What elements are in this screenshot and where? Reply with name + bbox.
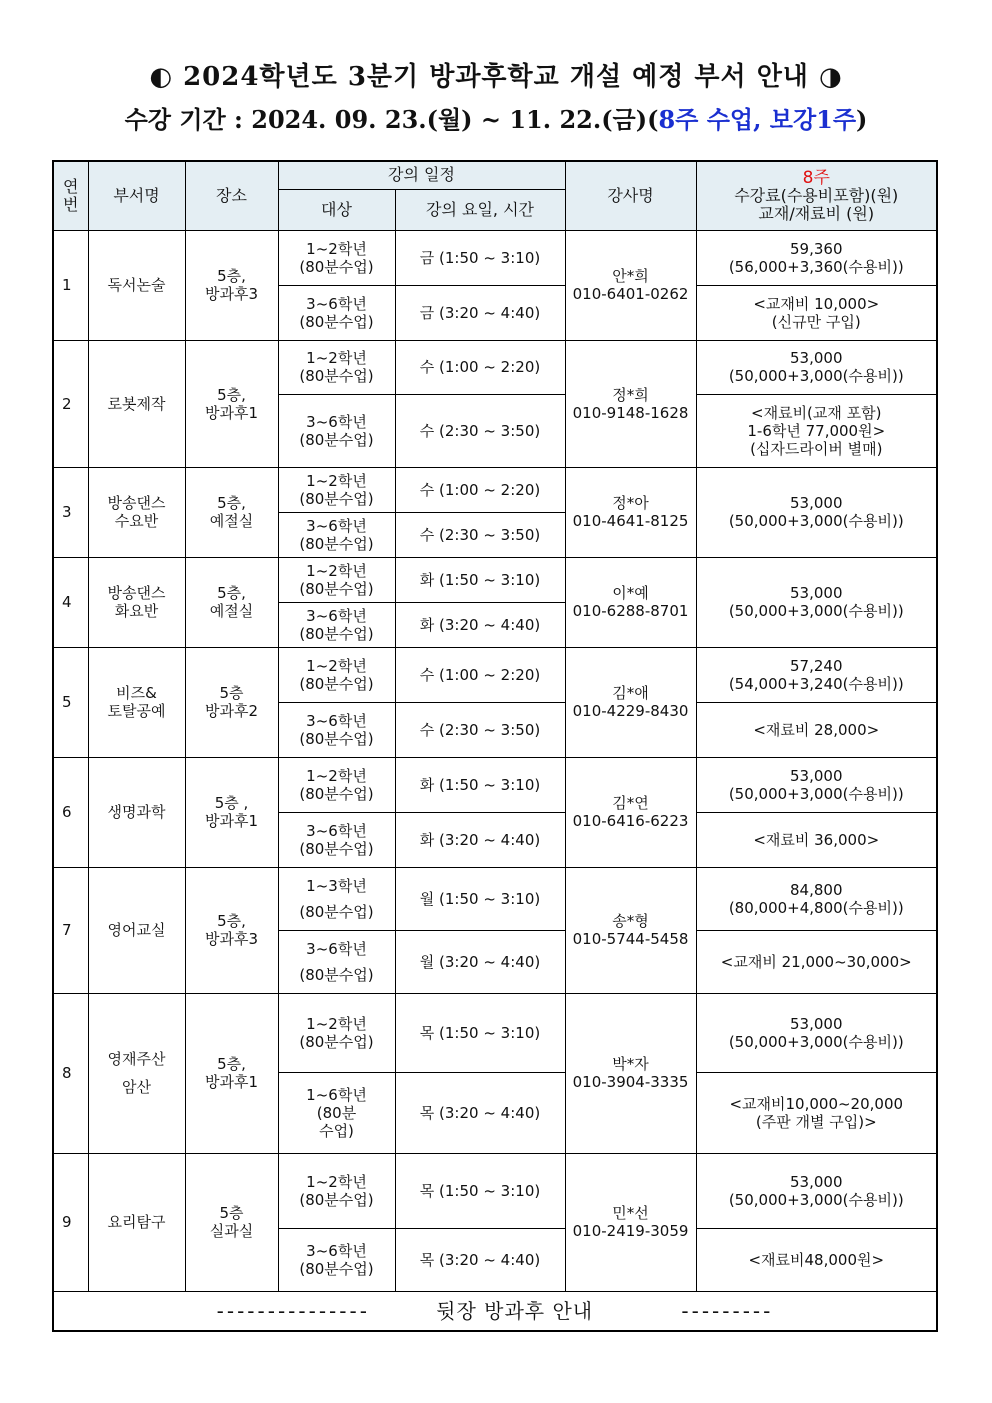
row-teacher: 이*예 010-6288-8701 (565, 557, 696, 647)
row-place: 5층, 방과후1 (185, 340, 278, 467)
row-time: 화 (1:50 ~ 3:10) (395, 757, 565, 812)
row-no: 4 (53, 557, 88, 647)
header-teacher: 강사명 (565, 161, 696, 230)
row-fee: 53,000 (50,000+3,000(수용비)) (696, 467, 937, 557)
row-dept: 독서논술 (88, 230, 185, 340)
header-schedule: 강의 일정 (278, 161, 565, 189)
period-label: 수강 기간 : 2024. 09. 23.(월) ~ 11. 22.(금)( (124, 105, 659, 134)
row-dept: 생명과학 (88, 757, 185, 867)
row-time: 화 (3:20 ~ 4:40) (395, 812, 565, 867)
row-fee: 53,000 (50,000+3,000(수용비)) (696, 993, 937, 1072)
row-target: 1~2학년 (80분수업) (278, 230, 395, 285)
table-row (53, 867, 937, 930)
table-row (53, 1153, 937, 1228)
table-row (53, 557, 937, 602)
header-dept: 부서명 (88, 161, 185, 230)
row-no: 3 (53, 467, 88, 557)
row-time: 화 (1:50 ~ 3:10) (395, 557, 565, 602)
footer-row (53, 1291, 937, 1331)
row-target: 1~6학년 (80분 수업) (278, 1072, 395, 1153)
row-place: 5층, 방과후1 (185, 993, 278, 1153)
row-target: 3~6학년 (80분수업) (278, 394, 395, 467)
row-target: 1~2학년 (80분수업) (278, 1153, 395, 1228)
row-target: 1~2학년 (80분수업) (278, 647, 395, 702)
row-target: 1~2학년 (80분수업) (278, 557, 395, 602)
row-dept: 요리탐구 (88, 1153, 185, 1291)
row-place: 5층 , 방과후1 (185, 757, 278, 867)
row-time: 금 (3:20 ~ 4:40) (395, 285, 565, 340)
row-time: 목 (3:20 ~ 4:40) (395, 1228, 565, 1291)
row-target: 1~2학년 (80분수업) (278, 340, 395, 394)
schedule-table (52, 160, 938, 1332)
table-row (53, 230, 937, 285)
period-close: ) (856, 105, 868, 134)
header-fee-label: 수강료(수용비포함)(원) 교재/재료비 (원) (734, 185, 899, 223)
header-fee-weeks: 8주 (802, 167, 830, 188)
row-target: 3~6학년 (80분수업) (278, 930, 395, 993)
period-note: 8주 수업, 보강1주 (658, 105, 857, 134)
row-time: 수 (2:30 ~ 3:50) (395, 394, 565, 467)
row-time: 수 (2:30 ~ 3:50) (395, 512, 565, 557)
row-teacher: 김*연 010-6416-6223 (565, 757, 696, 867)
row-no: 2 (53, 340, 88, 467)
row-target: 1~2학년 (80분수업) (278, 467, 395, 512)
header-target: 대상 (278, 189, 395, 230)
row-fee: 53,000 (50,000+3,000(수용비)) (696, 340, 937, 394)
row-dept: 영어교실 (88, 867, 185, 993)
row-place: 5층, 예절실 (185, 467, 278, 557)
row-dept: 방송댄스 화요반 (88, 557, 185, 647)
row-place: 5층 실과실 (185, 1153, 278, 1291)
row-no: 9 (53, 1153, 88, 1291)
row-target: 3~6학년 (80분수업) (278, 285, 395, 340)
row-place: 5층, 방과후3 (185, 230, 278, 340)
row-material: <재료비48,000원> (696, 1228, 937, 1291)
row-time: 금 (1:50 ~ 3:10) (395, 230, 565, 285)
row-material: <재료비 36,000> (696, 812, 937, 867)
row-place: 5층 방과후2 (185, 647, 278, 757)
table-row (53, 647, 937, 702)
row-material: <재료비(교재 포함) 1-6학년 77,000원> (십자드라이버 별매) (696, 394, 937, 467)
row-time: 수 (1:00 ~ 2:20) (395, 340, 565, 394)
row-time: 월 (1:50 ~ 3:10) (395, 867, 565, 930)
table-row (53, 757, 937, 812)
row-teacher: 정*희 010-9148-1628 (565, 340, 696, 467)
row-material: <교재비10,000~20,000 (주판 개별 구입)> (696, 1072, 937, 1153)
row-fee: 59,360 (56,000+3,360(수용비)) (696, 230, 937, 285)
row-time: 월 (3:20 ~ 4:40) (395, 930, 565, 993)
header-no: 연 번 (53, 161, 88, 230)
row-fee: 84,800 (80,000+4,800(수용비)) (696, 867, 937, 930)
table-row (53, 993, 937, 1072)
row-material: <교재비 21,000~30,000> (696, 930, 937, 993)
row-target: 1~3학년 (80분수업) (278, 867, 395, 930)
row-no: 5 (53, 647, 88, 757)
row-place: 5층, 예절실 (185, 557, 278, 647)
footer-text: 뒷장 방과후 안내 (436, 1298, 594, 1323)
header-place: 장소 (185, 161, 278, 230)
row-fee: 53,000 (50,000+3,000(수용비)) (696, 1153, 937, 1228)
row-target: 3~6학년 (80분수업) (278, 1228, 395, 1291)
row-dept: 로봇제작 (88, 340, 185, 467)
header-fee (696, 161, 937, 230)
row-target: 1~2학년 (80분수업) (278, 993, 395, 1072)
row-teacher: 안*희 010-6401-0262 (565, 230, 696, 340)
row-teacher: 박*자 010-3904-3335 (565, 993, 696, 1153)
row-time: 화 (3:20 ~ 4:40) (395, 602, 565, 647)
row-no: 7 (53, 867, 88, 993)
footer-left-dash: --------------- (216, 1298, 370, 1323)
row-target: 3~6학년 (80분수업) (278, 812, 395, 867)
row-teacher: 정*아 010-4641-8125 (565, 467, 696, 557)
row-time: 수 (1:00 ~ 2:20) (395, 467, 565, 512)
page-title: ◐ 2024학년도 3분기 방과후학교 개설 예정 부서 안내 ◑ (149, 62, 843, 92)
row-dept: 영재주산 암산 (88, 993, 185, 1153)
row-teacher: 송*형 010-5744-5458 (565, 867, 696, 993)
row-material: <재료비 28,000> (696, 702, 937, 757)
row-fee: 53,000 (50,000+3,000(수용비)) (696, 557, 937, 647)
course-period (0, 100, 992, 135)
row-time: 수 (2:30 ~ 3:50) (395, 702, 565, 757)
header-time: 강의 요일, 시간 (395, 189, 565, 230)
row-teacher: 김*애 010-4229-8430 (565, 647, 696, 757)
row-fee: 57,240 (54,000+3,240(수용비)) (696, 647, 937, 702)
row-place: 5층, 방과후3 (185, 867, 278, 993)
row-time: 목 (1:50 ~ 3:10) (395, 993, 565, 1072)
row-time: 수 (1:00 ~ 2:20) (395, 647, 565, 702)
table-row (53, 340, 937, 394)
row-no: 1 (53, 230, 88, 340)
footer-right-dash: --------- (681, 1298, 774, 1323)
row-dept: 비즈& 토탈공예 (88, 647, 185, 757)
row-target: 1~2학년 (80분수업) (278, 757, 395, 812)
row-material: <교재비 10,000> (신규만 구입) (696, 285, 937, 340)
row-target: 3~6학년 (80분수업) (278, 602, 395, 647)
row-dept: 방송댄스 수요반 (88, 467, 185, 557)
footer-note (53, 1291, 937, 1331)
row-time: 목 (3:20 ~ 4:40) (395, 1072, 565, 1153)
row-no: 8 (53, 993, 88, 1153)
row-time: 목 (1:50 ~ 3:10) (395, 1153, 565, 1228)
row-no: 6 (53, 757, 88, 867)
row-teacher: 민*선 010-2419-3059 (565, 1153, 696, 1291)
table-row (53, 467, 937, 512)
row-target: 3~6학년 (80분수업) (278, 702, 395, 757)
row-fee: 53,000 (50,000+3,000(수용비)) (696, 757, 937, 812)
row-target: 3~6학년 (80분수업) (278, 512, 395, 557)
